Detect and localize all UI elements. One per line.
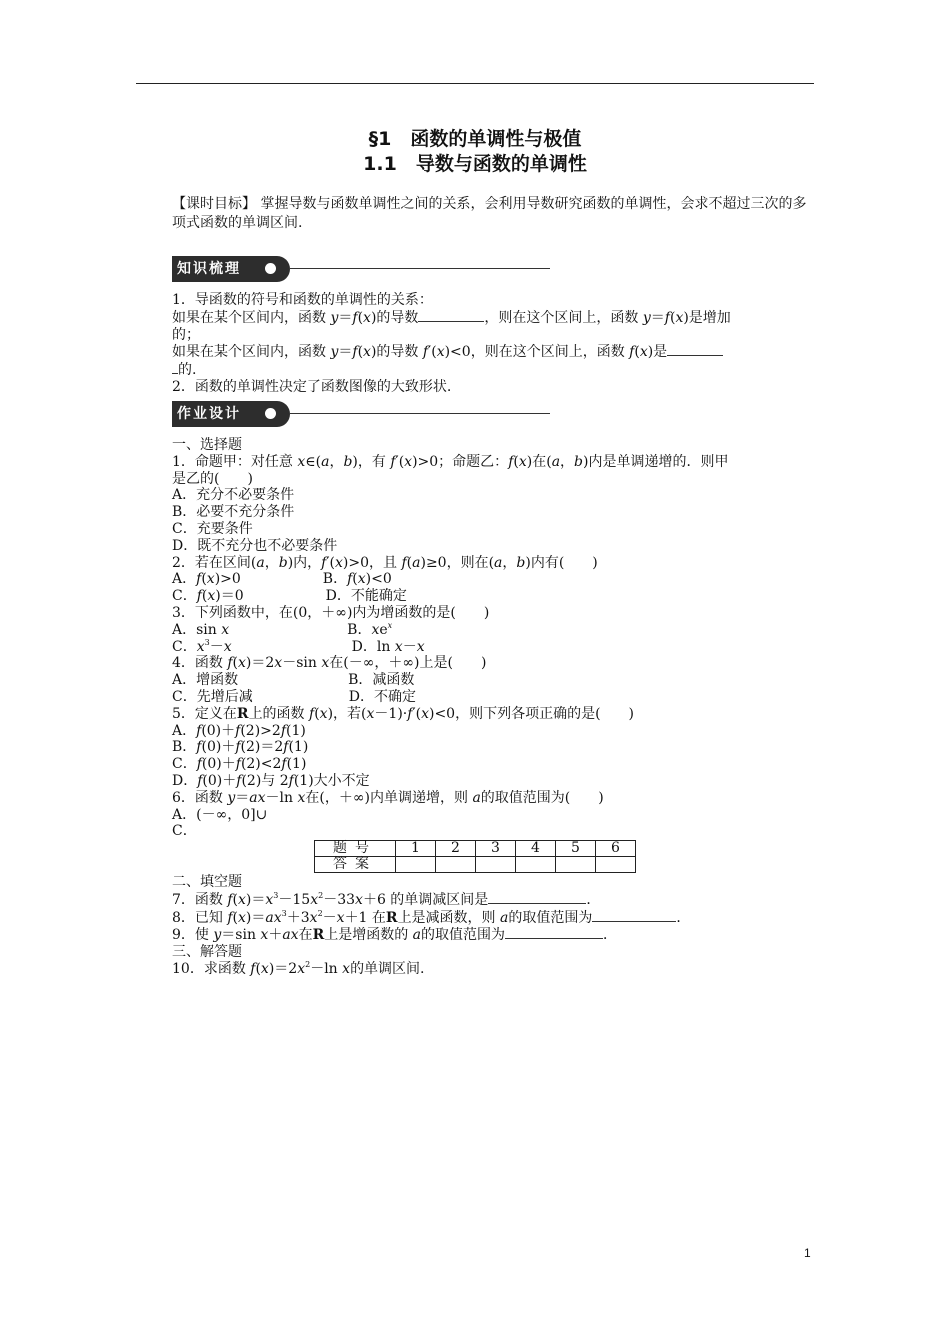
homework-section-header: [172, 401, 552, 427]
bullet-dot-icon: [265, 263, 276, 274]
knowledge-item-1b: 如果在某个区间内，函数 y＝f(x)的导数 f′(x)<0，则在这个区间上，函数 f(x)是: [172, 343, 817, 361]
answer-blank[interactable]: [592, 909, 676, 922]
question-9: 9．使 y＝sin x＋ax在R上是增函数的 a的取值范围为 ．: [172, 927, 618, 944]
options-row: C．$x^3-x$ D．ln x－x: [172, 637, 425, 655]
lesson-goal-text: 掌握导数与函数单调性之间的关系，会利用导数研究函数的单调性，会求不超过三次的多项式函数的单调区间.: [172, 196, 807, 231]
knowledge-content: [172, 292, 817, 396]
option: C．: [172, 823, 197, 840]
knowledge-section-label: 知识梳理: [172, 256, 290, 282]
knowledge-item-1: 1．导函数的符号和函数的单调性的关系：: [172, 292, 433, 308]
option: A．f(0)＋f(2)>2f(1): [172, 722, 306, 739]
options-row: C．先增后减 D．不确定: [172, 688, 416, 705]
question-1: 1．命题甲：对任意 x∈(a，b)，有 f′(x)>0；命题乙：f(x)在(a，b)内是单调递增的．则甲: [172, 453, 729, 470]
question-2: 2．若在区间(a，b)内，f′(x)>0，且 f(a)≥0，则在(a，b)内有( ): [172, 554, 598, 571]
options-row: C．f(x)＝0 D．不能确定: [172, 588, 407, 605]
question-5: 5．定义在R上的函数 f(x)，若(x－1)·f′(x)<0，则下列各项正确的是( ): [172, 705, 635, 722]
question-10: 10．求函数 $f(x)=2x^2-\ln$ x的单调区间.: [172, 959, 425, 977]
table-cell: 3: [476, 841, 516, 857]
answer-cell[interactable]: [476, 857, 516, 873]
table-header-cell: 答案: [315, 857, 396, 873]
option: A．充分不必要条件: [172, 487, 295, 504]
lesson-goal: [172, 195, 817, 233]
option: B．f(0)＋f(2)＝2f(1): [172, 739, 309, 756]
knowledge-item-1a: 如果在某个区间内，函数 y＝f(x)的导数 ，则在这个区间上，函数 y＝f(x)是增加: [172, 309, 731, 326]
option: D．既不充分也不必要条件: [172, 537, 338, 554]
question-6: 6．函数 y＝ax－ln x在(，＋∞)内单调递增，则 a的取值范围为( ): [172, 789, 604, 806]
answer-blank[interactable]: [505, 926, 603, 939]
option: B．必要不充分条件: [172, 504, 295, 521]
knowledge-item-2: 2．函数的单调性决定了函数图像的大致形状.: [172, 378, 452, 395]
section-rule: [290, 413, 550, 414]
answer-blank[interactable]: [667, 343, 723, 356]
question-8: 8．已知 $f(x)=ax^3+3x^2-x+1$ 在R上是减函数，则 a的取值范围为 ．: [172, 908, 691, 926]
question-1-cont: 是乙的( ): [172, 470, 253, 487]
question-3: 3．下列函数中，在(0，＋∞)内为增函数的是( ): [172, 604, 490, 621]
page-number: 1: [804, 1246, 811, 1260]
homework-content: [172, 437, 817, 840]
option: C．充要条件: [172, 520, 253, 537]
homework-section-label: 作业设计: [172, 401, 290, 427]
table-header-cell: 题号: [315, 841, 396, 857]
table-cell: 1: [396, 841, 436, 857]
answer-table: [314, 840, 636, 873]
option: C．f(0)＋f(2)<2f(1): [172, 756, 307, 773]
answer-blank[interactable]: [418, 309, 484, 322]
bullet-dot-icon: [265, 408, 276, 419]
answer-blank[interactable]: [488, 891, 586, 904]
option: D．f(0)＋f(2)与 2f(1)大小不定: [172, 772, 370, 789]
header-rule: [136, 83, 814, 84]
options-row: A．f(x)>0 B．f(x)<0: [172, 571, 392, 588]
options-row: A．增函数 B．减函数: [172, 672, 415, 689]
question-4: 4．函数 f(x)＝2x－sin x在(－∞，＋∞)上是( ): [172, 655, 487, 672]
section-rule: [290, 268, 550, 269]
knowledge-item-1a-cont: 的；: [172, 326, 200, 343]
table-row: [315, 857, 636, 873]
table-cell: 2: [436, 841, 476, 857]
option: A．(－∞，0]∪: [172, 806, 268, 823]
part-heading: 二、填空题: [172, 874, 242, 890]
table-cell: 4: [516, 841, 556, 857]
options-row: A．sin x B．$xe^x$: [172, 620, 393, 638]
answer-cell[interactable]: [596, 857, 636, 873]
answer-cell[interactable]: [556, 857, 596, 873]
part-heading: 三、解答题: [172, 944, 242, 961]
table-cell: 5: [556, 841, 596, 857]
section-title: 1.1 导数与函数的单调性: [363, 153, 587, 175]
lesson-goal-label: 【课时目标】: [172, 196, 256, 212]
knowledge-section-header: [172, 256, 552, 282]
knowledge-item-1b-cont: 的.: [172, 361, 817, 379]
fill-in-content: [172, 874, 817, 978]
answer-cell[interactable]: [396, 857, 436, 873]
table-cell: 6: [596, 841, 636, 857]
chapter-title: §1 函数的单调性与极值: [368, 128, 582, 150]
table-row: [315, 841, 636, 857]
part-heading: 一、选择题: [172, 437, 242, 453]
answer-cell[interactable]: [436, 857, 476, 873]
question-7: 7．函数 $f(x)=x^3-15x^2-33x+6$ 的单调减区间是 ．: [172, 890, 601, 908]
answer-cell[interactable]: [516, 857, 556, 873]
